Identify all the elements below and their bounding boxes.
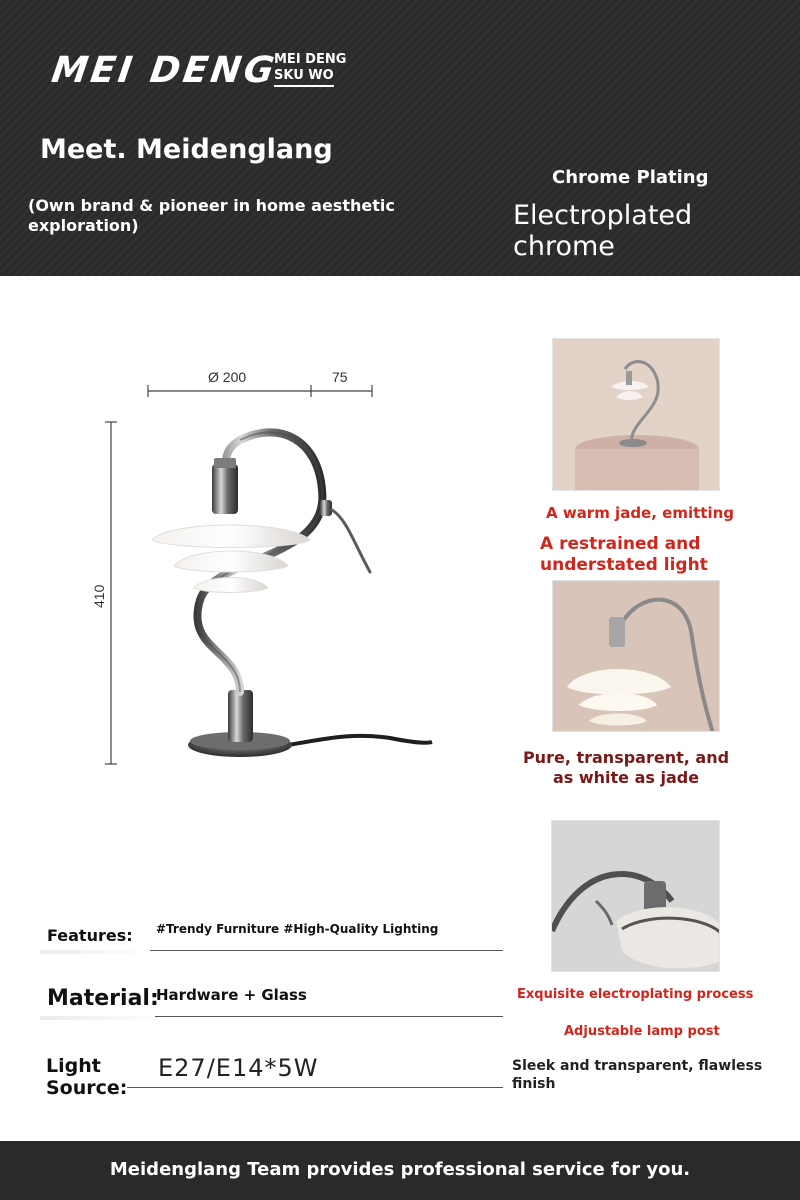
brand-logo-sub [274,52,346,87]
material-value: Hardware + Glass [156,986,307,1004]
features-divider [150,950,503,951]
light-source-divider [127,1087,503,1088]
brand-logo-sub-line1: MEI DENG [274,52,347,67]
page-title: Meet. Meidenglang [40,134,333,165]
footer-text: Meidenglang Team provides professional service for you. [109,1159,691,1180]
features-label: Features: [47,926,133,945]
caption-adjustable-post: Adjustable lamp post [564,1024,720,1039]
lamp-photo-side-view [552,338,720,491]
caption-restrained-light: A restrained and understated light [540,534,708,575]
diameter-dimension: Ø 200 [208,369,247,385]
page-subtitle: (Own brand & pioneer in home aesthetic exploration) [28,196,395,235]
caption-sleek-finish: Sleek and transparent, flawless finish [512,1058,763,1092]
caption-electroplating: Exquisite electroplating process [517,987,754,1002]
features-value: #Trendy Furniture #High-Quality Lighting [156,922,439,936]
lamp-illustration [90,360,450,780]
brand-logo-sub-line2: SKU WO [274,68,334,87]
lamp-photo-glowing-shade [552,580,720,732]
lamp-dimension-drawing [90,360,450,780]
material-label-shadow [40,1016,170,1020]
light-source-value: E27/E14*5W [158,1054,319,1082]
height-dimension: 410 [91,584,107,608]
brand-logo: MEI DENG [49,50,280,91]
features-label-shadow [40,950,150,954]
material-divider [155,1016,503,1017]
finish-label: Chrome Plating [552,167,709,188]
finish-title: Electroplated chrome [513,200,693,262]
light-source-label: Light Source: [46,1055,128,1099]
material-label: Material: [47,986,159,1011]
offset-dimension: 75 [332,369,348,385]
footer-banner [0,1141,800,1200]
caption-pure-white-jade: Pure, transparent, and as white as jade [522,748,730,787]
lamp-photo-chrome-detail [551,820,720,972]
header-banner [0,0,800,276]
caption-warm-jade: A warm jade, emitting [546,504,734,522]
